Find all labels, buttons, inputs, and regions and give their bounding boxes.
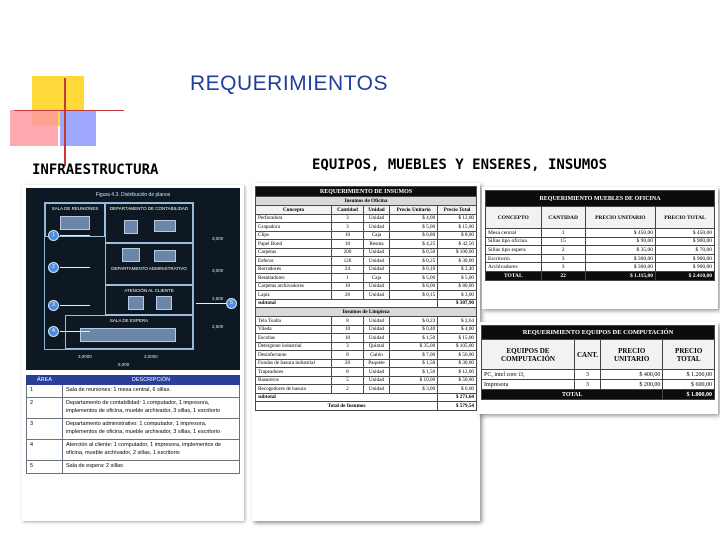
- area-marker-2: 2: [48, 262, 59, 273]
- table-title-row: [482, 326, 715, 340]
- table-row: [256, 376, 477, 385]
- table-cell: 120: [332, 257, 364, 266]
- marker-arrow: [196, 303, 226, 304]
- table-header-row: [256, 206, 477, 215]
- section-row: [256, 197, 477, 206]
- column-header: Concepto: [256, 206, 332, 215]
- table-cell: $ 5,00: [438, 274, 477, 283]
- table-cell: $ 15,00: [438, 223, 477, 232]
- area-cell: 2: [27, 397, 63, 418]
- area-marker-5: 5: [226, 298, 237, 309]
- table-cell: $ 450,00: [656, 229, 715, 238]
- total-label: TOTAL: [482, 390, 663, 400]
- room-label: DEPARTAMENTO ADMINISTRATIVO: [111, 266, 187, 271]
- table-cell: $ 400,00: [601, 370, 663, 380]
- table-cell: $ 56,00: [438, 351, 477, 360]
- table-title-row: [256, 187, 477, 197]
- table-cell: $ 105,00: [438, 342, 477, 351]
- column-header: Precio Total: [438, 206, 477, 215]
- desk: [128, 296, 144, 310]
- table-cell: Detergente industrial: [256, 342, 332, 351]
- table-cell: Vileda: [256, 325, 332, 334]
- floor-plan-frame: [44, 202, 194, 350]
- table-cell: 20: [332, 291, 364, 300]
- table-cell: 1: [541, 229, 585, 238]
- subtotal-value: $ 307,90: [438, 299, 477, 308]
- desk: [154, 220, 176, 232]
- table-row: [256, 317, 477, 326]
- table-cell: Quintal: [363, 342, 389, 351]
- desk: [154, 250, 176, 262]
- table-cell: Carpetas archivadores: [256, 282, 332, 291]
- table-cell: $ 900,00: [656, 254, 715, 263]
- table-cell: 20: [332, 359, 364, 368]
- table-header-row: [27, 376, 240, 385]
- column-header: CONCEPTO: [486, 207, 542, 229]
- table-header-row: [482, 340, 715, 370]
- table-cell: 8: [332, 317, 364, 326]
- table-cell: $ 4,00: [390, 214, 438, 223]
- table-cell: $ 12,00: [438, 368, 477, 377]
- table-cell: PC, intel core i3,: [482, 370, 575, 380]
- table-cell: Unidad: [363, 334, 389, 343]
- section-row: [256, 308, 477, 317]
- table-cell: 10: [332, 325, 364, 334]
- table-row: [256, 359, 477, 368]
- table-row: [256, 282, 477, 291]
- room-administrativo: [105, 243, 193, 285]
- table-cell: $ 3,00: [390, 385, 438, 394]
- table-row: [256, 274, 477, 283]
- table-cell: Basureros: [256, 376, 332, 385]
- dimension-label: 3,000: [212, 236, 224, 241]
- table-cell: Unidad: [363, 214, 389, 223]
- table-row: [256, 291, 477, 300]
- decor-line-horizontal: [14, 110, 124, 111]
- table-cell: $ 900,00: [656, 237, 715, 246]
- floor-plan-caption: Figura 4.3. Distribución de planos: [95, 192, 171, 198]
- table-cell: Sillas tipo oficina: [486, 237, 542, 246]
- table-cell: 3: [332, 223, 364, 232]
- room-contabilidad: [105, 203, 193, 243]
- table-cell: 10: [332, 334, 364, 343]
- table-cell: Unidad: [363, 291, 389, 300]
- table-cell: 3: [541, 263, 585, 272]
- column-header: PRECIO TOTAL: [663, 340, 715, 370]
- table-row: [256, 351, 477, 360]
- table-row: [256, 368, 477, 377]
- table-cell: Unidad: [363, 317, 389, 326]
- table-cell: $ 80,00: [438, 282, 477, 291]
- column-header: CANTIDAD: [541, 207, 585, 229]
- table-row: [256, 223, 477, 232]
- table-cell: $ 35,00: [390, 342, 438, 351]
- description-cell: Departamento administrativo: 1 computador, 1 impresora, implementos de oficina, mueble archivador, 3 sillas, 1 escritorio: [63, 418, 240, 439]
- total-row: [486, 271, 715, 280]
- table-row: [482, 370, 715, 380]
- section-title: Insumos de Limpieza: [256, 308, 477, 317]
- table-cell: $ 70,00: [656, 246, 715, 255]
- table-cell: 2: [541, 246, 585, 255]
- table-cell: $ 30,00: [438, 359, 477, 368]
- table-row: [27, 460, 240, 473]
- total-quantity: 22: [541, 271, 585, 280]
- table-row: [27, 439, 240, 460]
- table-cell: $ 600,00: [663, 380, 715, 390]
- table-row: [486, 229, 715, 238]
- table-cell: Galón: [363, 351, 389, 360]
- table-cell: 10: [332, 240, 364, 249]
- description-cell: Sala de espera: 2 sillas: [63, 460, 240, 473]
- section-header-equipos: EQUIPOS, MUEBLES Y ENSERES, INSUMOS: [312, 157, 608, 173]
- table-cell: Papel Bond: [256, 240, 332, 249]
- table-row: [27, 418, 240, 439]
- table-row: [256, 248, 477, 257]
- subtotal-label: subtotal: [256, 299, 438, 308]
- table-cell: $ 8,00: [390, 282, 438, 291]
- subtotal-row: [256, 299, 477, 308]
- table-cell: $ 5,00: [390, 223, 438, 232]
- waiting-benches: [80, 328, 176, 342]
- slide-title: REQUERIMIENTOS: [190, 72, 388, 95]
- desk: [124, 220, 138, 234]
- table-row: [486, 237, 715, 246]
- table-cell: 3: [574, 370, 600, 380]
- table-row: [256, 257, 477, 266]
- table-cell: $ 12,00: [438, 214, 477, 223]
- table-cell: $ 0,25: [390, 257, 438, 266]
- dimension-label: 3,0000: [78, 354, 92, 359]
- subtotal-label: subtotal: [256, 393, 438, 402]
- marker-arrow: [60, 331, 90, 332]
- table-cell: 3: [332, 214, 364, 223]
- table-row: [482, 380, 715, 390]
- column-header: PRECIO TOTAL: [656, 207, 715, 229]
- table-cell: 3: [332, 342, 364, 351]
- table-cell: Escobas: [256, 334, 332, 343]
- marker-arrow: [60, 235, 90, 236]
- table-cell: Tela Toalla: [256, 317, 332, 326]
- table-title: REQUERIMIENTO EQUIPOS DE COMPUTACIÓN: [482, 326, 715, 340]
- dimension-label: 3,000: [212, 268, 224, 273]
- table-cell: $ 1.200,00: [663, 370, 715, 380]
- table-cell: $ 200,00: [601, 380, 663, 390]
- table-cell: Paquete: [363, 359, 389, 368]
- total-value: $ 2.410,00: [656, 271, 715, 280]
- dimension-label: 3,0000: [144, 354, 158, 359]
- table-row: [256, 325, 477, 334]
- table-cell: Unidad: [363, 368, 389, 377]
- total-label: TOTAL: [486, 271, 542, 280]
- description-cell: Atención al cliente: 1 computador, 1 impresora, implementos de oficina, mueble archivador, 2 sillas, 1 escritorio: [63, 439, 240, 460]
- table-cell: 10: [332, 282, 364, 291]
- total-row: [256, 402, 477, 411]
- marker-arrow: [60, 267, 90, 268]
- table-cell: 3: [574, 380, 600, 390]
- table-cell: 8: [332, 351, 364, 360]
- table-row: [486, 263, 715, 272]
- dimension-label: 2,500: [212, 324, 224, 329]
- table-cell: $ 4,25: [390, 240, 438, 249]
- table-cell: 1: [332, 274, 364, 283]
- table-cell: Grapadora: [256, 223, 332, 232]
- desk: [122, 248, 140, 262]
- table-title: REQUERIMIENTO DE INSUMOS: [256, 187, 477, 197]
- table-cell: Caja: [363, 274, 389, 283]
- table-row: [27, 397, 240, 418]
- total-unit-price: $ 1.115,00: [585, 271, 655, 280]
- table-cell: Unidad: [363, 223, 389, 232]
- table-cell: 8: [332, 368, 364, 377]
- table-cell: $ 6,00: [438, 385, 477, 394]
- table-cell: $ 90,00: [585, 237, 655, 246]
- description-cell: Sala de reuniones: 1 mesa central, 6 sillas.: [63, 385, 240, 398]
- subtotal-value: $ 271,64: [438, 393, 477, 402]
- table-cell: 24: [332, 265, 364, 274]
- meeting-table: [60, 216, 90, 230]
- table-row: [256, 385, 477, 394]
- table-cell: $ 1,50: [390, 359, 438, 368]
- table-cell: $ 900,00: [656, 263, 715, 272]
- room-label: SALA DE ESPERA: [109, 318, 149, 323]
- table-title: REQUERIMIENTO MUEBLES DE OFICINA: [486, 191, 715, 207]
- table-cell: $ 100,00: [438, 248, 477, 257]
- table-cell: $ 0,15: [390, 291, 438, 300]
- table-cell: Sillas tipo espera: [486, 246, 542, 255]
- table-cell: $ 35,00: [585, 246, 655, 255]
- area-marker-3: 3: [48, 300, 59, 311]
- column-header: PRECIO UNITARIO: [601, 340, 663, 370]
- subtotal-row: [256, 393, 477, 402]
- column-header: CANT.: [574, 340, 600, 370]
- table-header-row: [486, 207, 715, 229]
- column-header: Precio Unitario: [390, 206, 438, 215]
- area-cell: 5: [27, 460, 63, 473]
- area-marker-4: 4: [48, 326, 59, 337]
- total-label: Total de Insumos: [256, 402, 438, 411]
- total-row: [482, 390, 715, 400]
- table-cell: $ 30,00: [438, 257, 477, 266]
- total-value: $ 1.800,00: [663, 390, 715, 400]
- muebles-table: [485, 190, 715, 281]
- room-label: ATENCIÓN AL CLIENTE: [124, 288, 174, 293]
- table-cell: 10: [332, 231, 364, 240]
- column-header: PRECIO UNITARIO: [585, 207, 655, 229]
- total-value: $ 579,54: [438, 402, 477, 411]
- table-cell: Carpetas: [256, 248, 332, 257]
- section-header-infraestructura: INFRAESTRUCTURA: [32, 162, 159, 178]
- table-cell: $ 15,00: [438, 334, 477, 343]
- table-cell: Unidad: [363, 385, 389, 394]
- table-cell: $ 7,00: [390, 351, 438, 360]
- table-cell: $ 8,00: [438, 231, 477, 240]
- insumos-panel: [252, 183, 480, 521]
- table-cell: 2: [332, 385, 364, 394]
- table-cell: Esferos: [256, 257, 332, 266]
- table-row: [27, 385, 240, 398]
- table-cell: $ 5,00: [390, 274, 438, 283]
- marker-arrow: [60, 305, 90, 306]
- table-cell: $ 450,00: [585, 229, 655, 238]
- table-row: [256, 240, 477, 249]
- table-cell: $ 1,50: [390, 334, 438, 343]
- table-title-row: [486, 191, 715, 207]
- area-table: [26, 375, 240, 474]
- room-atencion-cliente: [105, 285, 193, 315]
- table-row: [486, 254, 715, 263]
- table-cell: Recogedores de basura: [256, 385, 332, 394]
- table-cell: $ 2,40: [438, 265, 477, 274]
- table-row: [256, 214, 477, 223]
- floor-plan: [26, 188, 240, 370]
- table-cell: $ 0,10: [390, 265, 438, 274]
- section-title: Insumos de Oficina: [256, 197, 477, 206]
- table-cell: $ 10,00: [390, 376, 438, 385]
- area-marker-1: 1: [48, 230, 59, 241]
- table-cell: Unidad: [363, 265, 389, 274]
- table-cell: $ 0,23: [390, 317, 438, 326]
- table-row: [486, 246, 715, 255]
- table-cell: $ 1,50: [390, 368, 438, 377]
- table-cell: $ 0,50: [390, 248, 438, 257]
- dimension-label: 6,000: [118, 362, 130, 367]
- table-cell: Fundas de basura industrial: [256, 359, 332, 368]
- area-cell: 3: [27, 418, 63, 439]
- table-cell: 200: [332, 248, 364, 257]
- table-cell: Lapiz: [256, 291, 332, 300]
- table-cell: Resma: [363, 240, 389, 249]
- table-cell: Unidad: [363, 257, 389, 266]
- table-row: [256, 231, 477, 240]
- table-row: [256, 265, 477, 274]
- table-cell: $ 3,00: [438, 291, 477, 300]
- table-cell: Perforadora: [256, 214, 332, 223]
- table-cell: Unidad: [363, 282, 389, 291]
- column-header: ÁREA: [27, 376, 63, 385]
- column-header: DESCRIPCIÓN: [63, 376, 240, 385]
- table-cell: $ 42,50: [438, 240, 477, 249]
- insumos-table: [255, 186, 477, 411]
- table-cell: Archivadores: [486, 263, 542, 272]
- table-cell: Unidad: [363, 325, 389, 334]
- table-cell: Escritorio: [486, 254, 542, 263]
- table-cell: Unidad: [363, 248, 389, 257]
- table-cell: $ 0,80: [390, 231, 438, 240]
- table-cell: 15: [541, 237, 585, 246]
- area-cell: 1: [27, 385, 63, 398]
- column-header: EQUIPOS DE COMPUTACIÓN: [482, 340, 575, 370]
- table-cell: Trapeadores: [256, 368, 332, 377]
- room-sala-espera: [65, 315, 193, 349]
- table-cell: Borradores: [256, 265, 332, 274]
- table-cell: $ 300,00: [585, 254, 655, 263]
- column-header: Unidad: [363, 206, 389, 215]
- table-cell: Mesa central: [486, 229, 542, 238]
- description-cell: Departamento de contabilidad: 1 computador, 1 impresora, implementos de oficina, mueble archivador, 3 sillas, 1 escritorio: [63, 397, 240, 418]
- computacion-table: [481, 325, 715, 400]
- table-cell: Resaltadores: [256, 274, 332, 283]
- table-cell: Caja: [363, 231, 389, 240]
- table-cell: Clips: [256, 231, 332, 240]
- area-cell: 4: [27, 439, 63, 460]
- table-cell: Impresora: [482, 380, 575, 390]
- table-cell: Desinfectante: [256, 351, 332, 360]
- table-row: [256, 342, 477, 351]
- table-cell: 3: [541, 254, 585, 263]
- table-cell: $ 2,64: [438, 317, 477, 326]
- room-label: SALA DE REUNIONES: [51, 206, 99, 211]
- table-row: [256, 334, 477, 343]
- table-cell: $ 4,00: [438, 325, 477, 334]
- table-cell: $ 300,00: [585, 263, 655, 272]
- table-cell: $ 0,40: [390, 325, 438, 334]
- desk: [156, 296, 172, 310]
- computacion-panel: [478, 322, 718, 414]
- dimension-label: 2,500: [212, 296, 224, 301]
- table-cell: $ 50,00: [438, 376, 477, 385]
- decor-line-vertical: [64, 78, 66, 166]
- muebles-panel: [482, 187, 718, 309]
- decor-square-red: [10, 110, 58, 146]
- room-label: DEPARTAMENTO DE CONTABILIDAD: [109, 206, 189, 211]
- table-cell: 5: [332, 376, 364, 385]
- column-header: Cantidad: [332, 206, 364, 215]
- infraestructura-panel: [22, 185, 244, 521]
- table-cell: Unidad: [363, 376, 389, 385]
